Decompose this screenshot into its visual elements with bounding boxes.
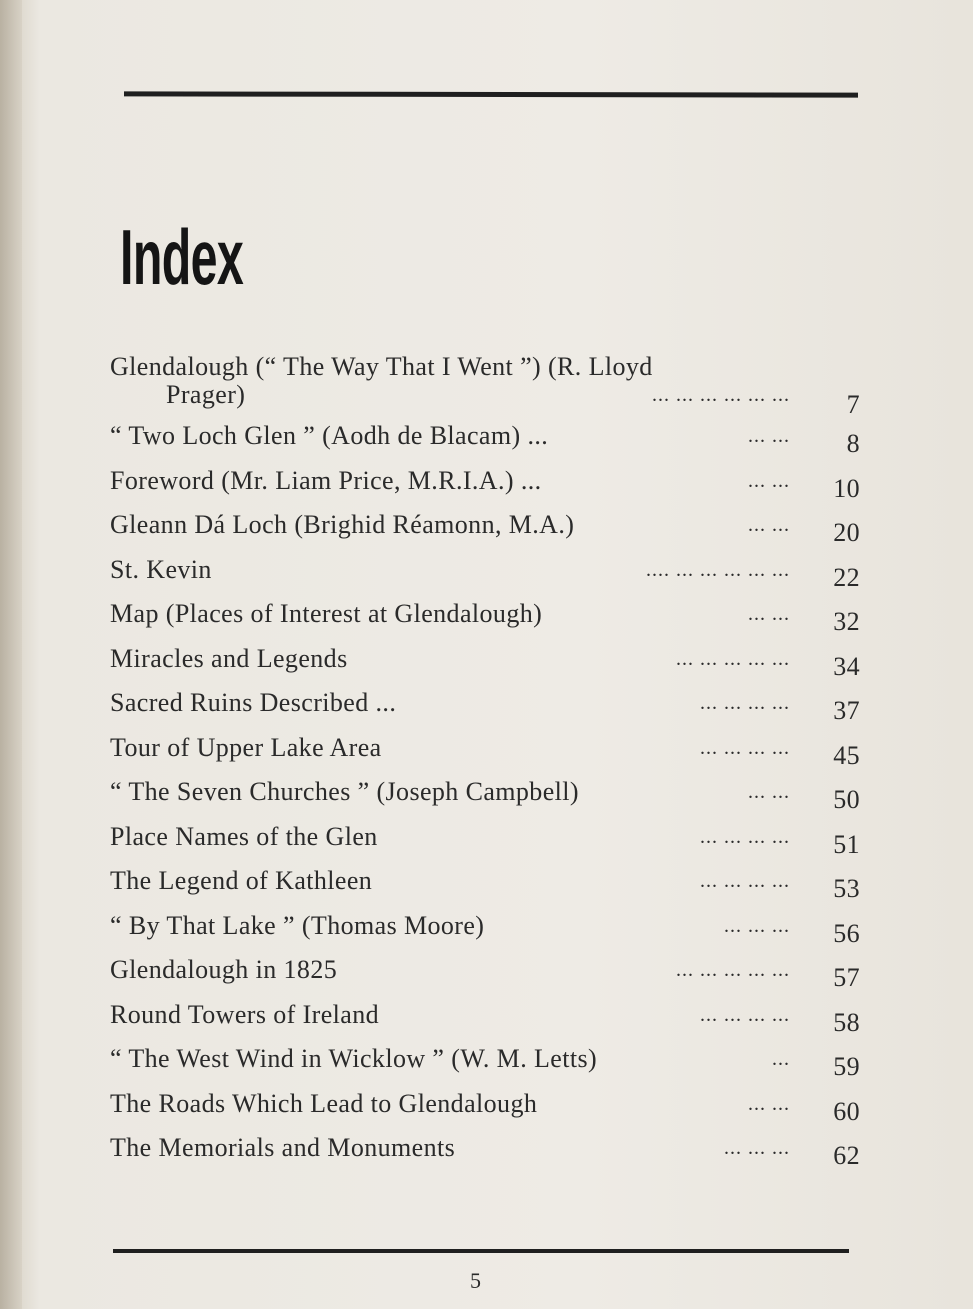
bottom-rule <box>113 1249 849 1253</box>
entry-title: “ The West Wind in Wicklow ” (W. M. Letts) <box>110 1044 598 1073</box>
entry-page-number: 32 <box>833 607 860 636</box>
index-entry <box>110 599 860 644</box>
entry-title-continued: Prager) <box>166 380 246 409</box>
entry-title: The Memorials and Monuments <box>110 1133 456 1162</box>
entry-title: The Legend of Kathleen <box>110 866 373 895</box>
dot-leader: ... ... ... ... <box>700 825 790 848</box>
index-entry <box>110 1044 860 1089</box>
index-entry <box>110 955 860 1000</box>
entry-page-number: 20 <box>833 518 860 547</box>
index-entry <box>110 688 860 733</box>
dot-leader: ... ... <box>748 781 790 803</box>
index-entry <box>110 555 860 600</box>
dot-leader: ... ... <box>748 514 790 536</box>
entry-page-number: 60 <box>833 1096 860 1126</box>
dot-leader: ... ... ... ... ... <box>676 959 790 981</box>
entry-title: “ By That Lake ” (Thomas Moore) <box>110 910 485 940</box>
index-entry <box>110 777 860 822</box>
dot-leader: ... ... ... <box>724 914 790 937</box>
dot-leader: ... ... ... ... <box>700 870 790 892</box>
entry-page-number: 58 <box>833 1007 860 1037</box>
entry-page-number: 51 <box>833 829 860 859</box>
entry-title: Glendalough in 1825 <box>110 955 338 984</box>
dot-leader: .... ... ... ... ... ... <box>646 558 790 581</box>
page-title: Index <box>120 213 244 301</box>
index-entry <box>110 822 860 867</box>
dot-leader: ... ... <box>748 469 790 492</box>
entry-page-number: 22 <box>833 562 860 592</box>
entry-page-number: 45 <box>833 740 860 770</box>
entry-page-number: 50 <box>833 785 860 814</box>
entry-page-number: 62 <box>833 1141 860 1170</box>
entry-title: Sacred Ruins Described ... <box>110 688 397 717</box>
entry-title: “ The Seven Churches ” (Joseph Campbell) <box>110 777 579 806</box>
entry-title: St. Kevin <box>110 554 212 584</box>
entry-page-number: 59 <box>833 1052 860 1081</box>
dot-leader: ... ... ... ... ... <box>676 647 790 670</box>
entry-page-number: 37 <box>833 696 860 725</box>
entry-title: Map (Places of Interest at Glendalough) <box>110 599 543 628</box>
entry-title: Place Names of the Glen <box>110 821 378 851</box>
entry-page-number: 10 <box>833 473 860 503</box>
dot-leader: ... ... ... ... <box>700 692 790 714</box>
entry-page-number: 34 <box>833 651 860 681</box>
dot-leader: ... <box>772 1048 790 1070</box>
dot-leader: ... ... ... ... <box>700 1003 790 1026</box>
entry-title: Miracles and Legends <box>110 643 348 673</box>
top-rule <box>124 91 858 97</box>
index-entry <box>110 1089 860 1134</box>
entry-page-number: 8 <box>846 429 860 458</box>
entry-page-number: 7 <box>846 390 860 419</box>
entry-title: Gleann Dá Loch (Brighid Réamonn, M.A.) <box>110 510 575 539</box>
entry-title: Tour of Upper Lake Area <box>110 732 382 762</box>
entry-title: Foreword (Mr. Liam Price, M.R.I.A.) ... <box>110 465 542 495</box>
index-entry <box>110 510 860 555</box>
index-entry <box>110 866 860 911</box>
page-number: 5 <box>470 1268 481 1293</box>
entry-title: “ Two Loch Glen ” (Aodh de Blacam) ... <box>110 421 549 450</box>
dot-leader: ... ... ... <box>724 1137 790 1159</box>
index-entry <box>110 466 860 511</box>
index-entry <box>110 644 860 689</box>
index-entry <box>110 352 860 421</box>
entry-title: Glendalough (“ The Way That I Went ”) (R. Lloyd <box>110 352 653 381</box>
index-list <box>110 352 860 1178</box>
index-entry <box>110 1133 860 1178</box>
dot-leader: ... ... <box>748 1092 790 1115</box>
dot-leader: ... ... ... ... ... ... <box>652 384 790 406</box>
dot-leader: ... ... <box>748 425 790 447</box>
index-entry <box>110 911 860 956</box>
entry-title: The Roads Which Lead to Glendalough <box>110 1088 538 1118</box>
entry-page-number: 56 <box>833 918 860 948</box>
entry-page-number: 57 <box>833 963 860 992</box>
dot-leader: ... ... <box>748 603 790 625</box>
index-entry <box>110 421 860 466</box>
entry-title: Round Towers of Ireland <box>110 999 380 1029</box>
book-spine-shadow <box>0 0 22 1309</box>
index-entry <box>110 1000 860 1045</box>
dot-leader: ... ... ... ... <box>700 736 790 759</box>
entry-page-number: 53 <box>833 874 860 903</box>
index-entry <box>110 733 860 778</box>
